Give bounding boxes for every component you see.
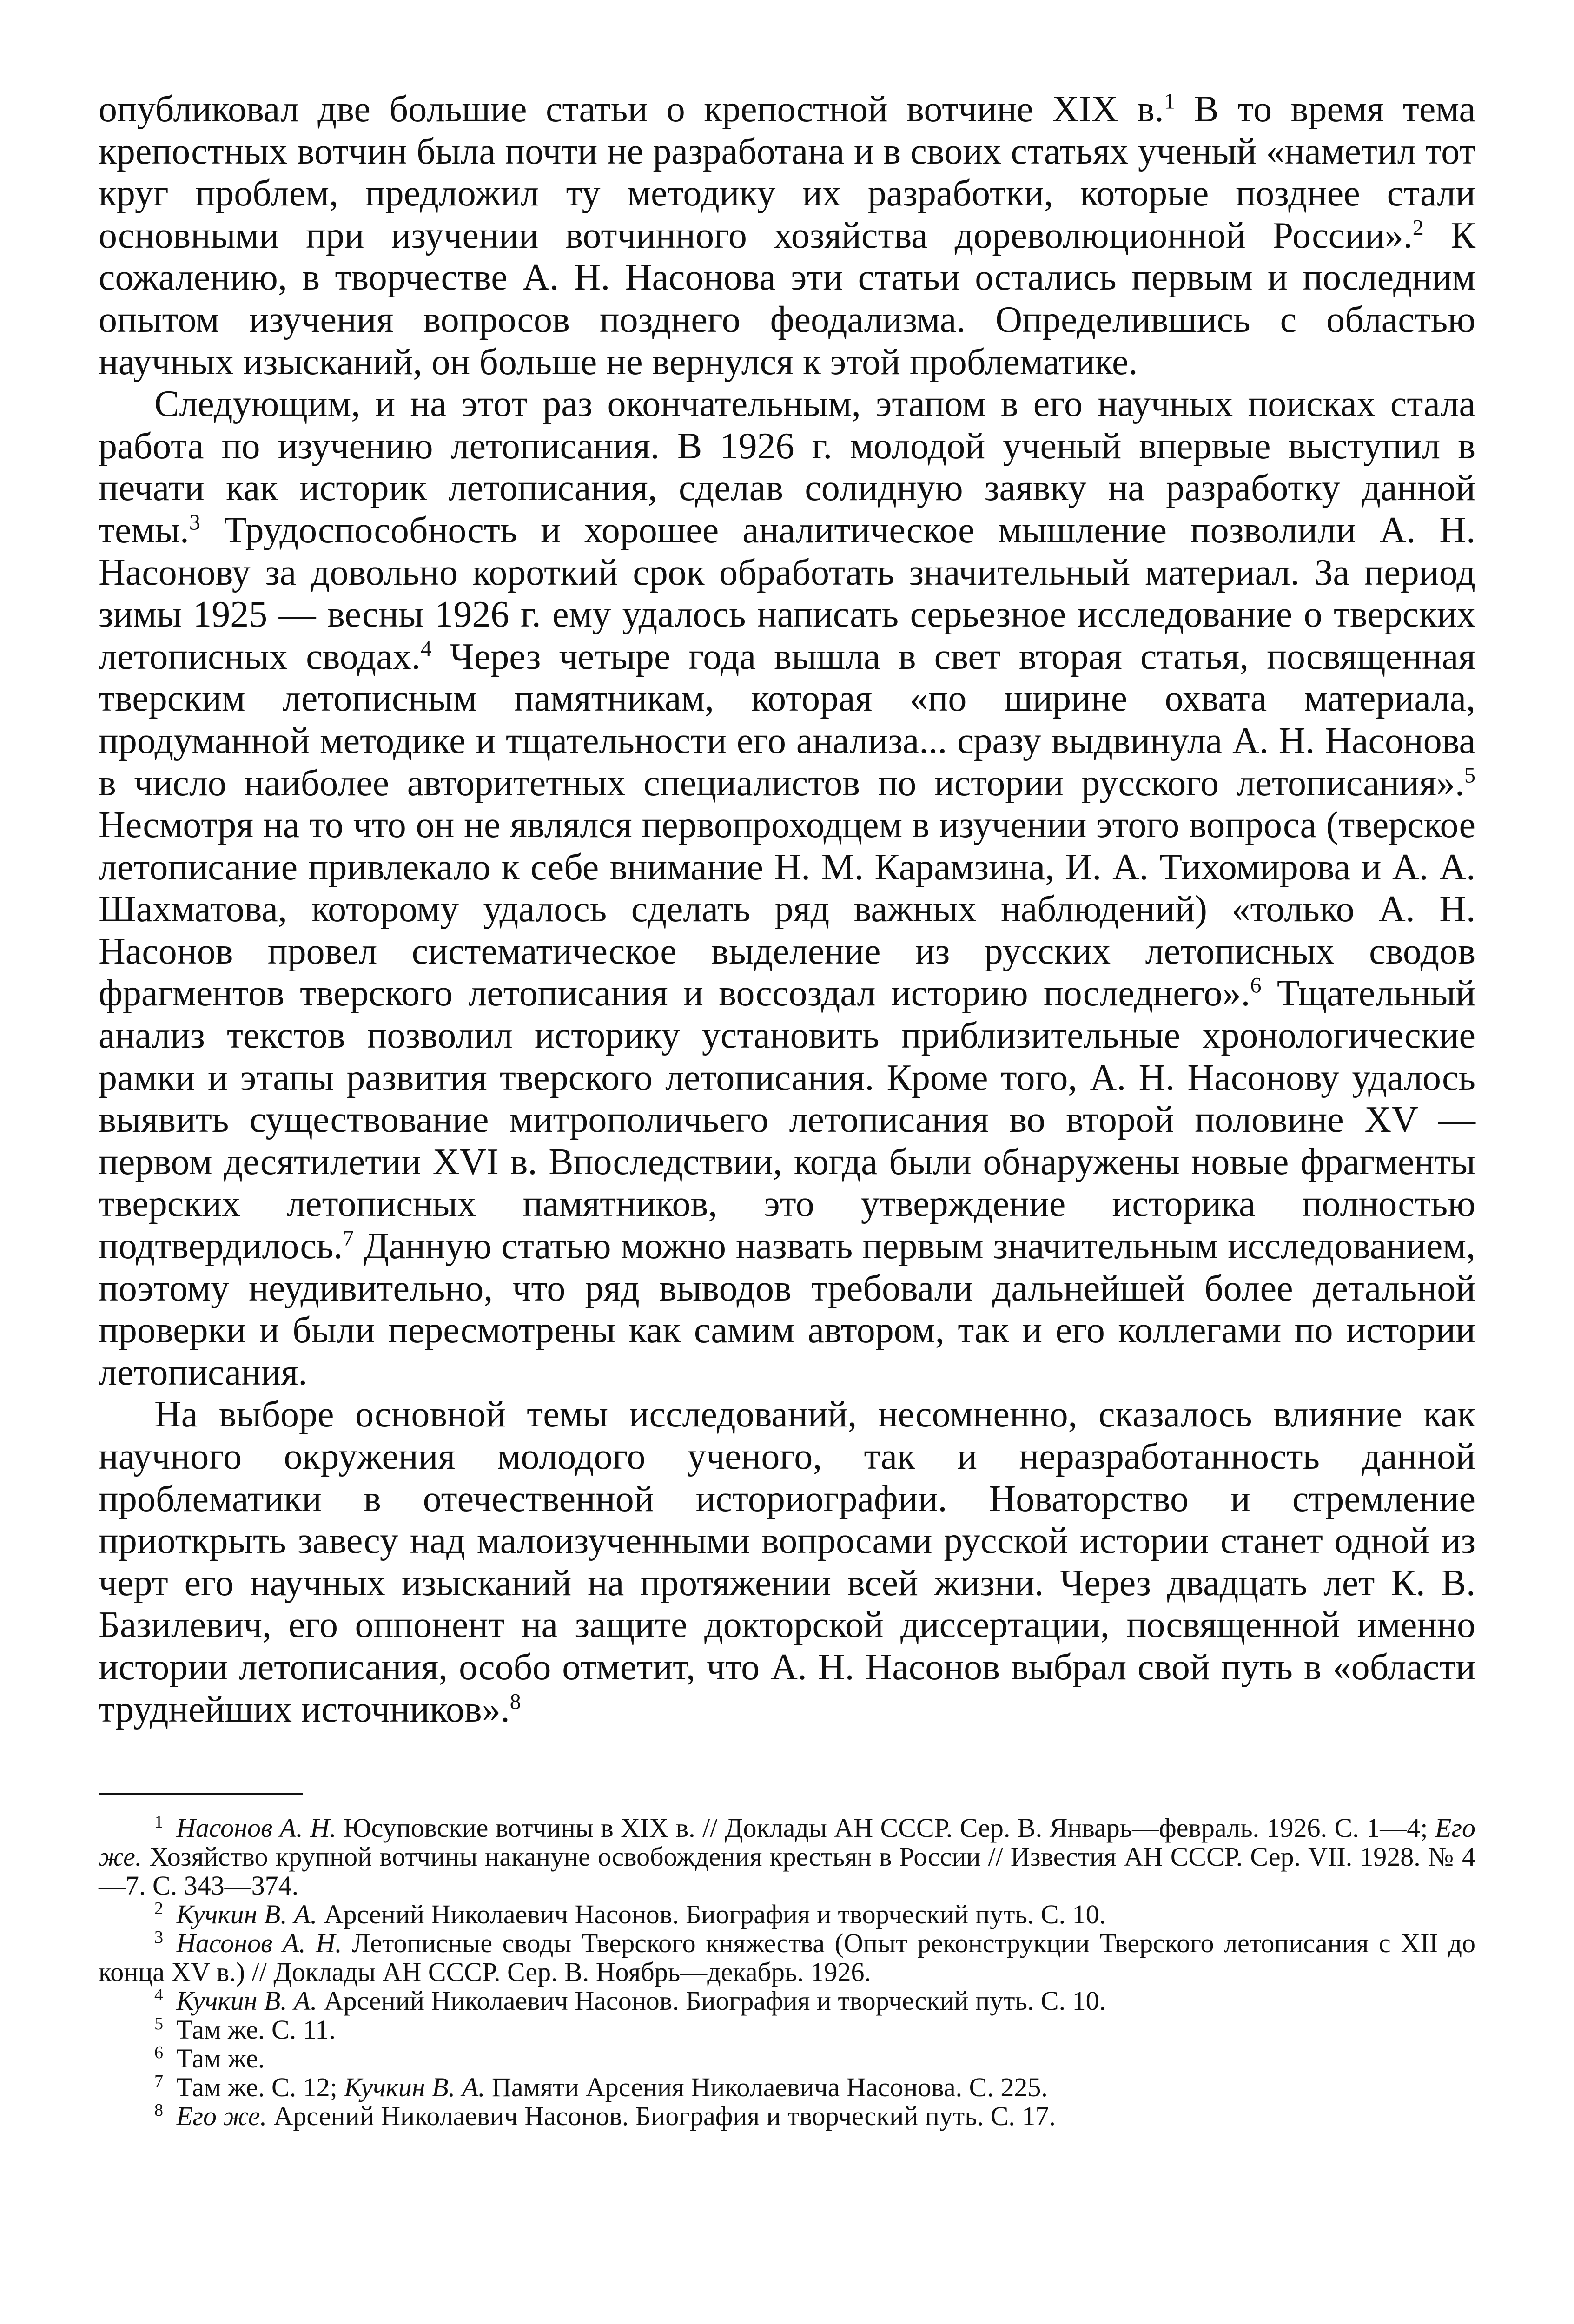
footnote-number: 2	[154, 1898, 163, 1918]
footnote-text: Там же. С. 11.	[176, 2014, 336, 2045]
paragraph-text: Трудоспособность и хорошее аналитическое мышление позволили А. Н. Насонову за довольно короткий срок обработать значительный материал. За период зимы 1925 — весны 1926 г. ему удалось написать серьезное исследование о тверских летописных сводах.	[99, 509, 1475, 677]
footnote-3	[99, 1929, 1475, 1987]
footnote-text: Арсений Николаевич Насонов. Биография и творческий путь. С. 10.	[317, 1899, 1106, 1930]
paragraph-text: опубликовал две большие статьи о крепостной вотчине XIX в.	[99, 89, 1164, 130]
paragraph-text: В то время тема крепостных вотчин была почти не разработана и в своих статьях ученый «наметил тот круг проблем, предложил ту методику их разработки, которые позднее стали основными при изучении вотчинного хозяйства дореволюционной России».	[99, 89, 1475, 256]
footnote-ref-7: 7	[343, 1226, 354, 1251]
footnote-8	[99, 2102, 1475, 2131]
paragraph-3	[99, 1393, 1475, 1730]
footnote-author: Кучкин В. А.	[176, 1986, 317, 2016]
footnote-number: 8	[154, 2100, 163, 2120]
footnote-number: 6	[154, 2042, 163, 2062]
footnote-ref-1: 1	[1164, 89, 1175, 114]
footnote-ref-4: 4	[420, 636, 432, 661]
paragraph-2	[99, 383, 1475, 1393]
paragraph-text: К сожалению, в творчестве А. Н. Насонова эти статьи остались первым и последним опытом изучения вопросов позднего феодализма. Определившись с областью научных изысканий, он больше не вернулся к этой проблематике.	[99, 215, 1476, 383]
footnote-ref-5: 5	[1464, 762, 1475, 787]
paragraph-text: Через четыре года вышла в свет вторая статья, посвященная тверским летописным памятникам, которая «по ширине охвата материала, продуманной методике и тщательности его анализа... сразу выдвинула А. Н. Насонова в число наиболее авторитетных специалистов по истории русского летописания».	[99, 636, 1475, 804]
footnote-ref-3: 3	[189, 510, 200, 535]
footnote-author: Насонов А. Н.	[176, 1928, 342, 1959]
footnote-text: Летописные своды Тверского княжества (Опыт реконструкции Тверского летописания с XII до конца XV в.) // Доклады АН СССР. Сер. В. Ноябрь—декабрь. 1926.	[99, 1928, 1475, 1987]
footnote-text: Памяти Арсения Николаевича Насонова. С. 225.	[485, 2072, 1048, 2103]
footnote-number: 5	[154, 2014, 163, 2034]
footnote-text: Юсуповские вотчины в XIX в. // Доклады АН СССР. Сер. В. Январь—февраль. 1926. С. 1—4;	[336, 1813, 1435, 1843]
main-text	[99, 88, 1475, 1730]
paragraph-text: Несмотря на то что он не являлся первопроходцем в изучении этого вопроса (тверское летописание привлекало к себе внимание Н. М. Карамзина, И. А. Тихомирова и А. А. Шахматова, которому удалось сделать ряд важных наблюдений) «только А. Н. Насонов провел систематическое выделение из русских летописных сводов фрагментов тверского летописания и воссоздал историю последнего».	[99, 805, 1475, 1014]
footnote-author: Его же.	[176, 2101, 267, 2132]
footnote-number: 4	[154, 1985, 163, 2005]
footnote-author: Его же.	[99, 1813, 1475, 1872]
footnote-text: Хозяйство крупной вотчины накануне освобождения крестьян в России // Известия АН СССР. Сер. VII. 1928. № 4—7. С. 343—374.	[99, 1842, 1475, 1901]
paragraph-text: Тщательный анализ текстов позволил историку установить приблизительные хронологические рамки и этапы развития тверского летописания. Кроме того, А. Н. Насонову удалось выявить существование митрополичьего летописания во второй половине XV — первом десятилетии XVI в. Впоследствии, когда были обнаружены новые фрагменты тверских летописных памятников, это утверждение историка полностью подтвердилось.	[99, 973, 1475, 1267]
footnotes	[99, 1814, 1475, 2131]
paragraph-text: Следующим, и на этот раз окончательным, этапом в его научных поисках стала работа по изучению летописания. В 1926 г. молодой ученый впервые выступил в печати как историк летописания, сделав солидную заявку на разработку данной темы.	[99, 383, 1475, 551]
footnote-text: Арсений Николаевич Насонов. Биография и творческий путь. С. 10.	[317, 1986, 1106, 2016]
paragraph-text: На выборе основной темы исследований, несомненно, сказалось влияние как научного окружения молодого ученого, так и неразработанность данной проблематики в отечественной историографии. Новаторство и стремление приоткрыть завесу над малоизученными вопросами русской истории станет одной из черт его научных изысканий на протяжении всей жизни. Через двадцать лет К. В. Базилевич, его оппонент на защите докторской диссертации, посвященной именно истории летописания, особо отметит, что А. Н. Насонов выбрал свой путь в «области труднейших источников».	[99, 1394, 1475, 1730]
footnote-ref-2: 2	[1412, 215, 1424, 240]
footnote-4	[99, 1987, 1475, 2015]
document-page	[99, 88, 1475, 2131]
footnote-text: Там же. С. 12;	[176, 2072, 344, 2103]
footnote-author: Насонов А. Н.	[176, 1813, 337, 1843]
footnote-number: 3	[154, 1927, 163, 1947]
footnote-text: Там же.	[176, 2043, 265, 2074]
footnote-number: 1	[154, 1812, 163, 1832]
footnote-1	[99, 1814, 1475, 1900]
footnote-number: 7	[154, 2071, 163, 2091]
footnote-ref-8: 8	[509, 1689, 521, 1714]
footnote-author: Кучкин В. А.	[344, 2072, 485, 2103]
footnote-separator	[99, 1793, 303, 1795]
footnote-7	[99, 2073, 1475, 2102]
footnote-text: Арсений Николаевич Насонов. Биография и творческий путь. С. 17.	[267, 2101, 1056, 2132]
footnote-6	[99, 2044, 1475, 2073]
footnote-2	[99, 1900, 1475, 1929]
paragraph-text: Данную статью можно назвать первым значительным исследованием, поэтому неудивительно, что ряд выводов требовали дальнейшей более детальной проверки и были пересмотрены как самим автором, так и его коллегами по истории летописания.	[99, 1226, 1475, 1393]
footnote-5	[99, 2015, 1475, 2044]
paragraph-1	[99, 88, 1475, 383]
footnote-ref-6: 6	[1250, 973, 1262, 998]
footnote-author: Кучкин В. А.	[176, 1899, 317, 1930]
